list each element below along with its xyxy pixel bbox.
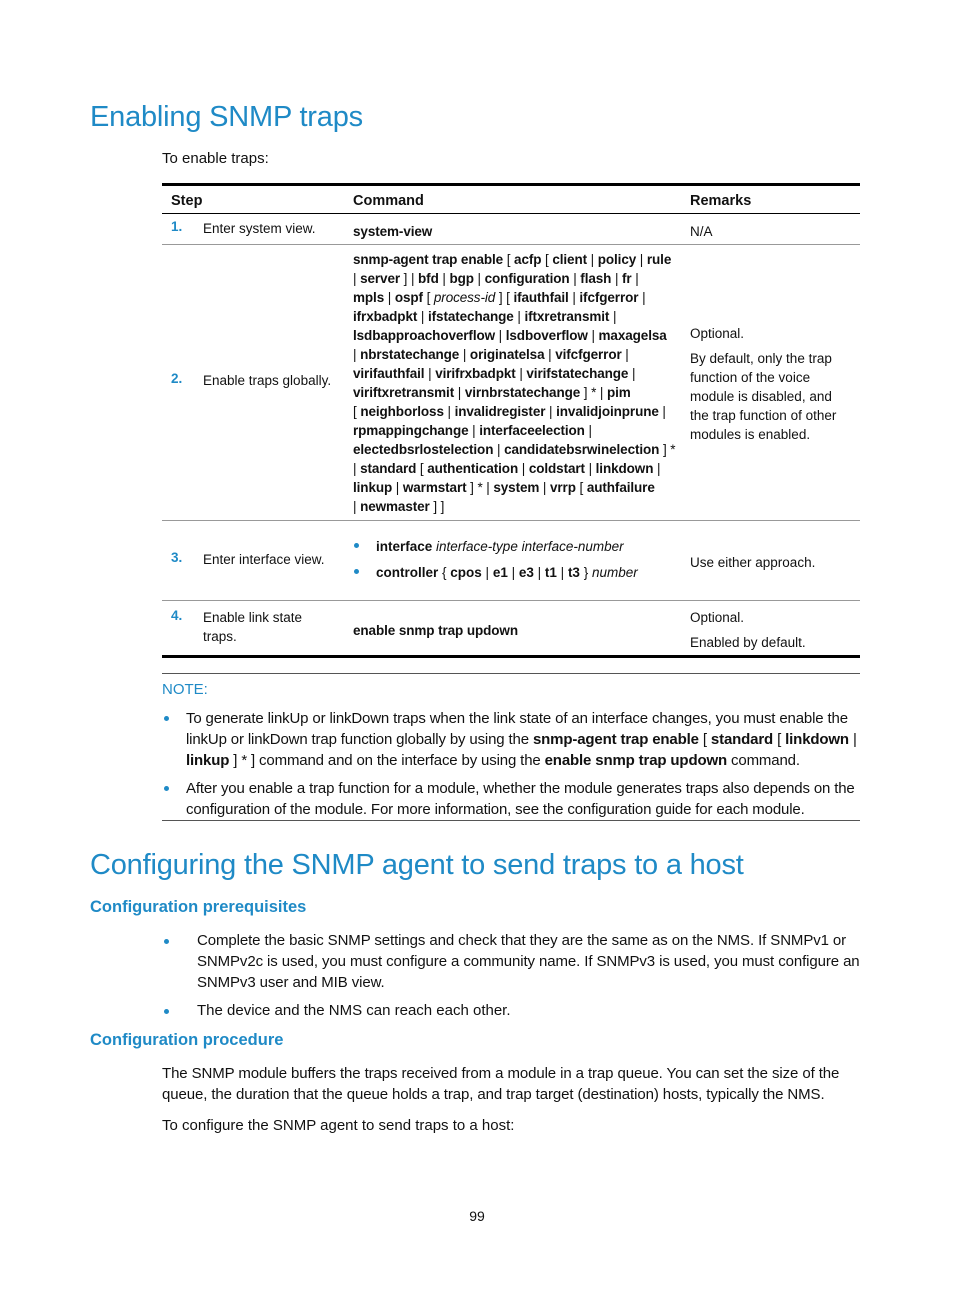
bullet-icon bbox=[354, 569, 359, 574]
remark-default: By default, only the trap function of the voice module is disabled, and the trap function of other modules is enabled. bbox=[690, 351, 837, 442]
command-keyword: controller bbox=[376, 565, 439, 580]
remark-optional: Optional. bbox=[690, 326, 745, 341]
step-number: 1. bbox=[171, 219, 183, 234]
note-item: To generate linkUp or linkDown traps when the link state of an interface changes, you must enable the linkUp or linkDown trap function globally by using the snmp-agent trap enable [ standard [ linkdown | linkup ] * ] command and on the interface by using the enable snmp trap updown command. bbox=[186, 710, 857, 769]
header-rule bbox=[162, 213, 860, 214]
command-line: lsdbapproachoverflow | lsdboverflow | maxagelsa bbox=[353, 328, 667, 343]
step-description: Enable link state traps. bbox=[203, 610, 303, 644]
bullet-icon bbox=[164, 786, 169, 791]
command-line: snmp-agent trap enable [ acfp [ client | policy | rule bbox=[353, 252, 672, 267]
table-bottom-rule bbox=[162, 655, 860, 658]
command-line: virifauthfail | virifrxbadpkt | virifstatechange | bbox=[353, 366, 636, 381]
row-divider bbox=[162, 520, 860, 521]
remark-default: Enabled by default. bbox=[690, 635, 806, 650]
command-args: interface-type interface-number bbox=[432, 539, 624, 554]
command-option: controller { cpos | e1 | e3 | t1 | t3 } number bbox=[376, 565, 638, 580]
command-line: | nbrstatechange | originatelsa | vifcfgerror | bbox=[353, 347, 629, 362]
command-line: | server ] | bfd | bgp | configuration | flash | fr | bbox=[353, 271, 639, 286]
section-title-enabling-snmp-traps: Enabling SNMP traps bbox=[90, 101, 363, 133]
command-line: [ neighborloss | invalidregister | invalidjoinprune | bbox=[353, 404, 666, 419]
step-command-block bbox=[353, 250, 678, 516]
bullet-icon bbox=[354, 543, 359, 548]
step-description: Enter system view. bbox=[203, 221, 316, 236]
step-number: 2. bbox=[171, 371, 183, 386]
prereq-item: Complete the basic SNMP settings and check that they are the same as on the NMS. If SNMPv1 or SNMPv2c is used, you must configure a community name. If SNMPv3 is used, you must configure an SNMPv3 user and MIB view. bbox=[197, 932, 860, 991]
command-line: linkup | warmstart ] * | system | vrrp [ authfailure bbox=[353, 480, 655, 495]
command-line: ifrxbadpkt | ifstatechange | iftxretransmit | bbox=[353, 309, 617, 324]
header-step: Step bbox=[171, 193, 203, 209]
bullet-icon bbox=[164, 1009, 169, 1014]
procedure-paragraph: The SNMP module buffers the traps received from a module in a trap queue. You can set the size of the queue, the duration that the queue holds a trap, and trap target (destination) hosts, typically the NMS. bbox=[162, 1065, 840, 1103]
header-remarks: Remarks bbox=[690, 193, 752, 209]
step-remarks: Use either approach. bbox=[690, 555, 816, 570]
step-remarks: N/A bbox=[690, 224, 713, 239]
procedure-intro: To configure the SNMP agent to send traps to a host: bbox=[162, 1117, 515, 1134]
remark-optional: Optional. bbox=[690, 610, 745, 625]
bullet-icon bbox=[164, 939, 169, 944]
step-command: enable snmp trap updown bbox=[353, 623, 518, 638]
command-line: rpmappingchange | interfaceelection | bbox=[353, 423, 592, 438]
command-line: | newmaster ] ] bbox=[353, 499, 445, 514]
row-divider bbox=[162, 600, 860, 601]
step-description: Enter interface view. bbox=[203, 552, 325, 567]
step-description: Enable traps globally. bbox=[203, 373, 332, 388]
command-option bbox=[376, 537, 624, 556]
header-command: Command bbox=[353, 193, 424, 209]
command-line: mpls | ospf [ process-id ] [ ifauthfail | ifcfgerror | bbox=[353, 290, 646, 305]
prereq-item: The device and the NMS can reach each other. bbox=[197, 1002, 511, 1019]
note-item: After you enable a trap function for a module, whether the module generates traps also depends on the configuration of the module. For more information, see the configuration guide for each module. bbox=[186, 780, 855, 818]
note-bottom-rule bbox=[162, 820, 860, 821]
command-line: viriftxretransmit | virnbrstatechange ] * | pim bbox=[353, 385, 631, 400]
step-remarks bbox=[690, 324, 850, 444]
page-number: 99 bbox=[469, 1208, 485, 1224]
step-command: system-view bbox=[353, 224, 433, 239]
table-intro: To enable traps: bbox=[162, 150, 269, 167]
command-line: electedbsrlostelection | candidatebsrwinelection ] * bbox=[353, 442, 676, 457]
step-remarks bbox=[690, 608, 806, 652]
note-top-rule bbox=[162, 673, 860, 674]
command-line: | standard [ authentication | coldstart | linkdown | bbox=[353, 461, 661, 476]
step-number: 4. bbox=[171, 608, 183, 623]
subsection-title-prerequisites: Configuration prerequisites bbox=[90, 898, 307, 916]
bullet-icon bbox=[164, 716, 169, 721]
section-title-configuring-traps-host: Configuring the SNMP agent to send traps to a host bbox=[90, 849, 744, 881]
table-top-rule bbox=[162, 183, 860, 186]
row-divider bbox=[162, 244, 860, 245]
command-keyword: interface bbox=[376, 539, 433, 554]
note-label: NOTE: bbox=[162, 681, 208, 698]
step-number: 3. bbox=[171, 550, 183, 565]
subsection-title-procedure: Configuration procedure bbox=[90, 1031, 284, 1049]
